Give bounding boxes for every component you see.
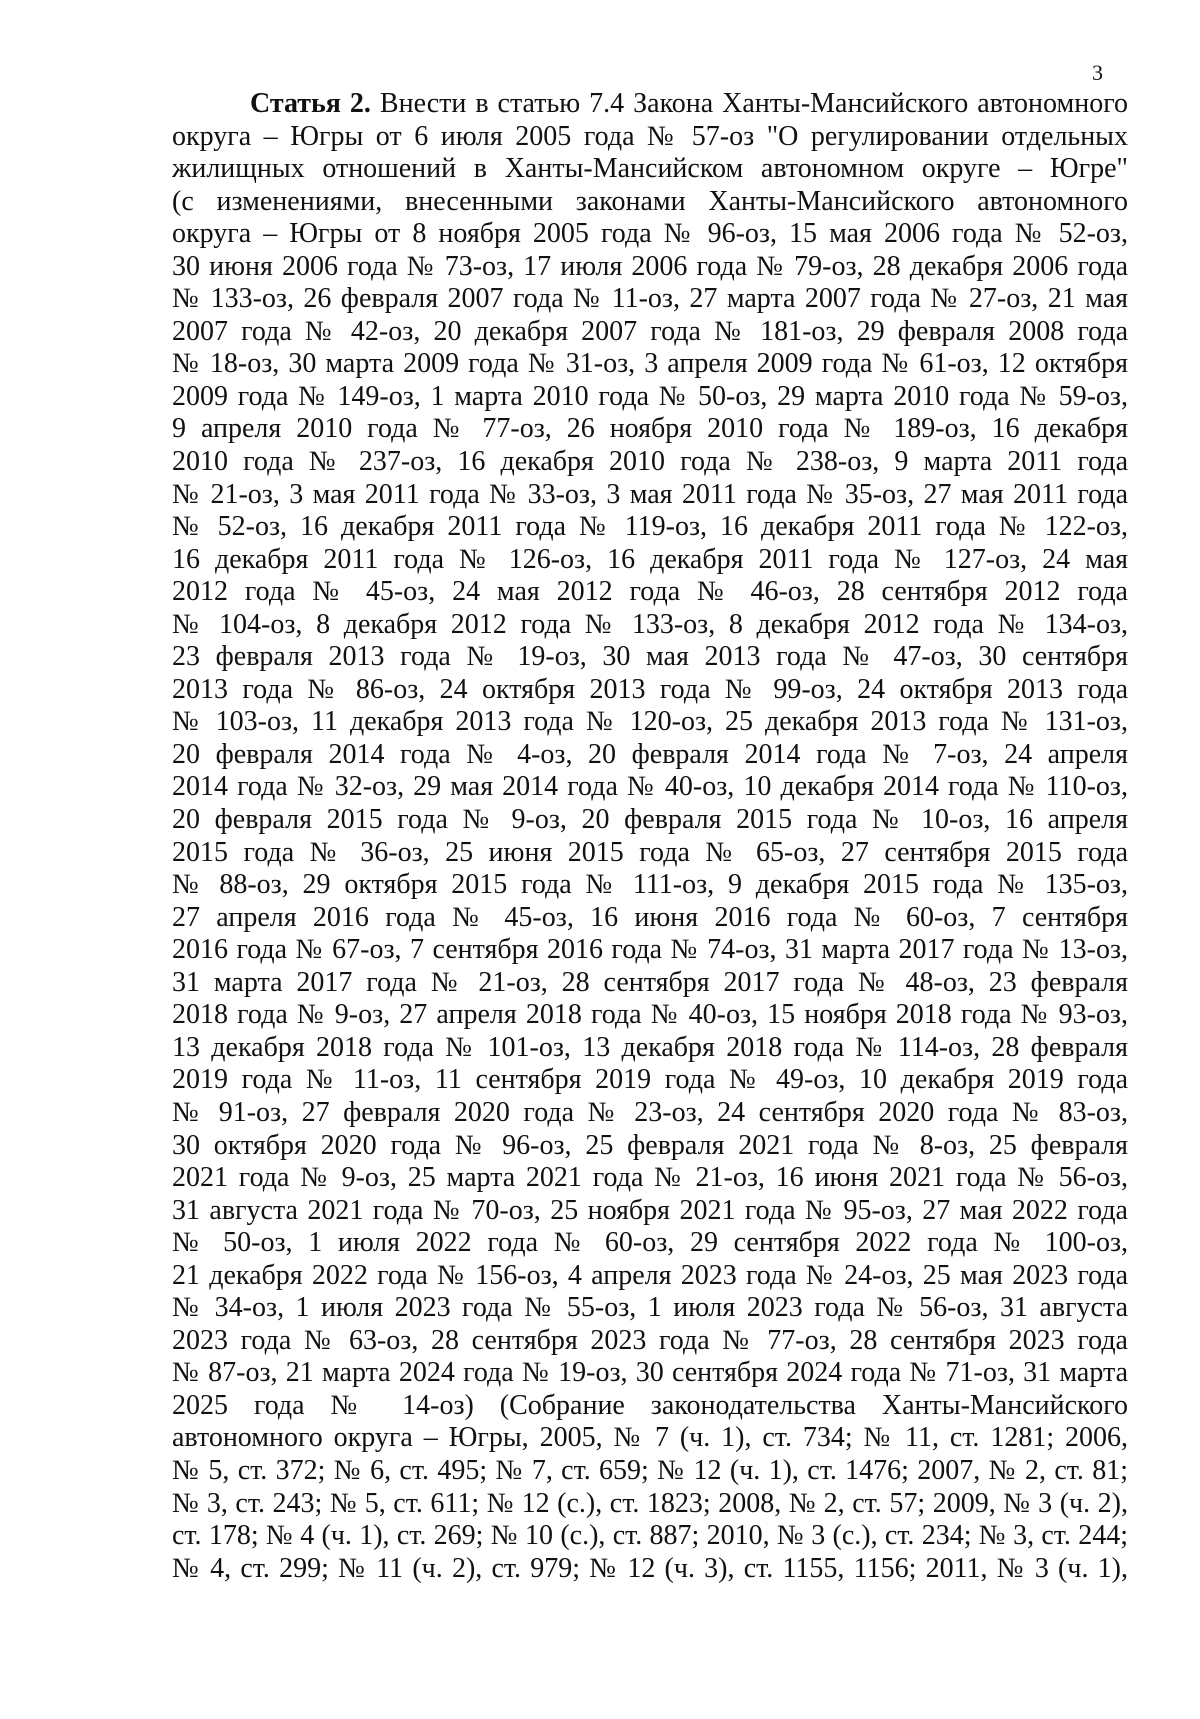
- text-line: № 5, ст. 372; № 6, ст. 495; № 7, ст. 659; № 12 (ч. 1), ст. 1476; 2007, № 2, ст. 81;: [172, 1454, 1128, 1486]
- article-label: Статья 2.: [250, 88, 371, 119]
- text-line: 31 марта 2017 года № 21-оз, 28 сентября 2017 года № 48-оз, 23 февраля: [172, 966, 1128, 998]
- text-line: № 87-оз, 21 марта 2024 года № 19-оз, 30 сентября 2024 года № 71-оз, 31 марта: [172, 1357, 1128, 1389]
- text-line: № 34-оз, 1 июля 2023 года № 55-оз, 1 июля 2023 года № 56-оз, 31 августа: [172, 1292, 1128, 1324]
- text-line: 2019 года № 11-оз, 11 сентября 2019 года № 49-оз, 10 декабря 2019 года: [172, 1064, 1128, 1096]
- text-line: № 88-оз, 29 октября 2015 года № 111-оз, 9 декабря 2015 года № 135-оз,: [172, 869, 1128, 901]
- text-line: 2007 года № 42-оз, 20 декабря 2007 года № 181-оз, 29 февраля 2008 года: [172, 315, 1128, 347]
- text-line: № 104-оз, 8 декабря 2012 года № 133-оз, 8 декабря 2012 года № 134-оз,: [172, 608, 1128, 640]
- text-line: 9 апреля 2010 года № 77-оз, 26 ноября 2010 года № 189-оз, 16 декабря: [172, 413, 1128, 445]
- text-line: 2012 года № 45-оз, 24 мая 2012 года № 46-оз, 28 сентября 2012 года: [172, 576, 1128, 608]
- text-line: 23 февраля 2013 года № 19-оз, 30 мая 2013 года № 47-оз, 30 сентября: [172, 641, 1128, 673]
- text-line: 31 августа 2021 года № 70-оз, 25 ноября 2021 года № 95-оз, 27 мая 2022 года: [172, 1194, 1128, 1226]
- text-line: № 50-оз, 1 июля 2022 года № 60-оз, 29 сентября 2022 года № 100-оз,: [172, 1227, 1128, 1259]
- text-line: округа – Югры от 8 ноября 2005 года № 96-оз, 15 мая 2006 года № 52-оз,: [172, 218, 1128, 250]
- text-line: 21 декабря 2022 года № 156-оз, 4 апреля 2023 года № 24-оз, 25 мая 2023 года: [172, 1259, 1128, 1291]
- text-line: 2010 года № 237-оз, 16 декабря 2010 года № 238-оз, 9 марта 2011 года: [172, 446, 1128, 478]
- text-line: 2021 года № 9-оз, 25 марта 2021 года № 21-оз, 16 июня 2021 года № 56-оз,: [172, 1162, 1128, 1194]
- text-line: 20 февраля 2014 года № 4-оз, 20 февраля 2014 года № 7-оз, 24 апреля: [172, 738, 1128, 770]
- text-line: автономного округа – Югры, 2005, № 7 (ч. 1), ст. 734; № 11, ст. 1281; 2006,: [172, 1422, 1128, 1454]
- text-line: 2025 года № 14-оз) (Собрание законодательства Ханты-Мансийского: [172, 1389, 1128, 1421]
- text-line: 20 февраля 2015 года № 9-оз, 20 февраля 2015 года № 10-оз, 16 апреля: [172, 804, 1128, 836]
- text-line: № 21-оз, 3 мая 2011 года № 33-оз, 3 мая 2011 года № 35-оз, 27 мая 2011 года: [172, 478, 1128, 510]
- text-line: 13 декабря 2018 года № 101-оз, 13 декабря 2018 года № 114-оз, 28 февраля: [172, 1031, 1128, 1063]
- text-line: жилищных отношений в Ханты-Мансийском автономном округе – Югре": [172, 153, 1128, 185]
- text-line: ст. 178; № 4 (ч. 1), ст. 269; № 10 (с.), ст. 887; 2010, № 3 (с.), ст. 234; № 3, ст. 244;: [172, 1520, 1128, 1552]
- text-line: 2018 года № 9-оз, 27 апреля 2018 года № 40-оз, 15 ноября 2018 года № 93-оз,: [172, 999, 1128, 1031]
- text-line: № 133-оз, 26 февраля 2007 года № 11-оз, 27 марта 2007 года № 27-оз, 21 мая: [172, 283, 1128, 315]
- text-line: (с изменениями, внесенными законами Ханты-Мансийского автономного: [172, 185, 1128, 217]
- text-line: № 3, ст. 243; № 5, ст. 611; № 12 (с.), ст. 1823; 2008, № 2, ст. 57; 2009, № 3 (ч. 2),: [172, 1487, 1128, 1519]
- text-line: № 91-оз, 27 февраля 2020 года № 23-оз, 24 сентября 2020 года № 83-оз,: [172, 1096, 1128, 1128]
- text-line: 2009 года № 149-оз, 1 марта 2010 года № 50-оз, 29 марта 2010 года № 59-оз,: [172, 380, 1128, 412]
- text-line: 2023 года № 63-оз, 28 сентября 2023 года № 77-оз, 28 сентября 2023 года: [172, 1324, 1128, 1356]
- text-line: округа – Югры от 6 июля 2005 года № 57-оз "О регулировании отдельных: [172, 120, 1128, 152]
- text-line: № 103-оз, 11 декабря 2013 года № 120-оз, 25 декабря 2013 года № 131-оз,: [172, 706, 1128, 738]
- text-line: 2013 года № 86-оз, 24 октября 2013 года № 99-оз, 24 октября 2013 года: [172, 673, 1128, 705]
- article-body: [172, 88, 1128, 1585]
- line-text: Внести в статью 7.4 Закона Ханты-Мансийского автономного: [370, 88, 1128, 119]
- text-line: 16 декабря 2011 года № 126-оз, 16 декабря 2011 года № 127-оз, 24 мая: [172, 543, 1128, 575]
- page-number: 3: [1092, 60, 1103, 85]
- text-line: 2016 года № 67-оз, 7 сентября 2016 года № 74-оз, 31 марта 2017 года № 13-оз,: [172, 934, 1128, 966]
- text-line: 2014 года № 32-оз, 29 мая 2014 года № 40-оз, 10 декабря 2014 года № 110-оз,: [172, 771, 1128, 803]
- text-line: [172, 88, 1128, 121]
- text-line: 27 апреля 2016 года № 45-оз, 16 июня 2016 года № 60-оз, 7 сентября: [172, 901, 1128, 933]
- text-line: № 52-оз, 16 декабря 2011 года № 119-оз, 16 декабря 2011 года № 122-оз,: [172, 511, 1128, 543]
- text-line: № 18-оз, 30 марта 2009 года № 31-оз, 3 апреля 2009 года № 61-оз, 12 октября: [172, 348, 1128, 380]
- text-line: № 4, ст. 299; № 11 (ч. 2), ст. 979; № 12 (ч. 3), ст. 1155, 1156; 2011, № 3 (ч. 1),: [172, 1552, 1128, 1584]
- text-line: 2015 года № 36-оз, 25 июня 2015 года № 65-оз, 27 сентября 2015 года: [172, 836, 1128, 868]
- text-line: 30 октября 2020 года № 96-оз, 25 февраля 2021 года № 8-оз, 25 февраля: [172, 1129, 1128, 1161]
- text-line: 30 июня 2006 года № 73-оз, 17 июля 2006 года № 79-оз, 28 декабря 2006 года: [172, 250, 1128, 282]
